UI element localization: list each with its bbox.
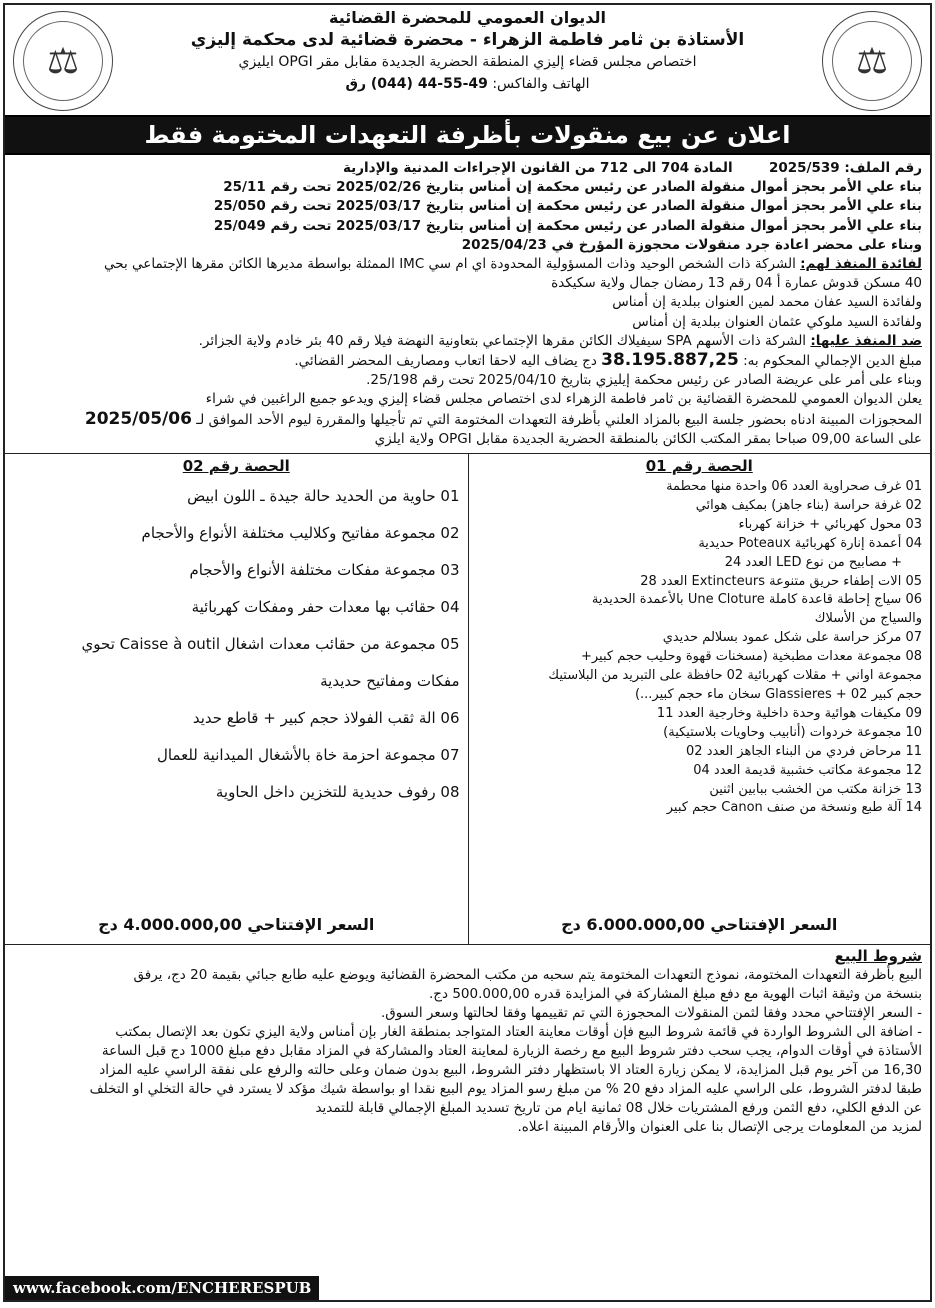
lot-2-item: 06 الة ثقب الفولاذ حجم كبير + قاطع حديد [192, 709, 460, 728]
lots-section [5, 453, 930, 945]
lot-2-title: الحصة رقم 02 [182, 457, 290, 476]
seizure-order: بناء علي الأمر بحجز أموال منقولة الصادر عن رئيس محكمة إن أمناس بتاريخ 2025/03/17 تحت رقم 25/049 [213, 217, 922, 234]
debtor-text: الشركة ذات الأسهم SPA سيفيلاك الكائن مقرها الإجتماعي بتعاونية النهضة فيلا رقم 40 بئر خادم ولاية الجزائر. [198, 332, 811, 349]
condition-line: بنسخة من وثيقة اثبات الهوية مع دفع مبلغ المشاركة في المزايدة قدره 500.000,00 دج. [429, 986, 922, 1003]
creditor-label: لفائدة المنفذ لهم: [800, 256, 922, 273]
lot-1 [468, 454, 931, 944]
bailiff-name: الأستاذة بن ثامر فاطمة الزهراء - محضرة قضائية لدى محكمة إليزي [190, 30, 745, 50]
petition-order: وبناء على أمر على عريضة الصادر عن رئيس محكمة إيليزي بتاريخ 2025/04/10 تحت رقم 25/198. [366, 372, 922, 389]
lot-1-item: 12 مجموعة مكاتب خشبية قديمة العدد 04 [693, 762, 922, 778]
creditor-third: ولفائدة السيد ملوكي عثمان العنوان ببلدية إن أمناس [632, 313, 922, 330]
justice-scales-logo-right [822, 11, 922, 111]
lot-2 [5, 454, 468, 944]
debtor-line [13, 332, 922, 351]
sale-date: 2025/05/06 [84, 408, 192, 429]
creditor-line [13, 255, 922, 274]
lot-2-item: 01 حاوية من الحديد حالة جيدة ـ اللون ابيض [187, 487, 460, 506]
condition-line: طبقا لدفتر الشروط، على الراسي عليه المزاد دفع 20 % من مبلغ رسو المزاد يوم البيع نقدا او بواسطة شيك مؤكد لا يسترد في حالة التخلي او التخلف [89, 1081, 922, 1098]
lot-1-item: 02 غرفة حراسة (بناء جاهز) بمكيف هوائي [695, 497, 922, 513]
price-label: السعر الإفتتاحي [710, 915, 838, 935]
seizure-order: بناء علي الأمر بحجز أموال منقولة الصادر عن رئيس محكمة إن أمناس بتاريخ 2025/02/26 تحت رقم 25/11 [223, 179, 922, 196]
lot-1-item: 04 أعمدة إنارة كهربائية Poteaux حديدية [698, 535, 922, 551]
law-reference: المادة 704 الى 712 من القانون الإجراءات المدنية والإدارية [343, 160, 733, 176]
justice-scales-logo-left [13, 11, 113, 111]
lot-2-item: مفكات ومفاتيح حديدية [320, 672, 460, 691]
announcement-text: المحجوزات المبينة ادناه بحضور جلسة البيع بالمزاد العلني بأظرفة التعهدات المختومة التي تم تأجيلها والمقررة ليوم الأحد الموافق لـ [196, 411, 922, 428]
condition-line: لمزيد من المعلومات يرجى الإتصال بنا على العنوان والأرقام المبينة اعلاه. [517, 1119, 922, 1136]
lot-1-item: 13 خزانة مكتب من الخشب ببابين اثنين [709, 781, 922, 797]
conditions-title: شروط البيع [834, 947, 922, 966]
file-ref-row [13, 159, 922, 178]
condition-line: - السعر الإفتتاحي محدد وفقا لثمن المنقولات المحجوزة التي تم تقييمها وفقا لحالتها وسعر السوق. [380, 1005, 922, 1022]
office-address: اختصاص مجلس قضاء إليزي المنطقة الحضرية الجديدة مقابل مقر OPGI ايليزي [238, 54, 697, 70]
office-name: الديوان العمومي للمحضرة القضائية [329, 8, 606, 27]
announcement-line: يعلن الديوان العمومي للمحضرة القضائية بن ثامر فاطمة الزهراء لدى اختصاص مجلس قضاء إليزي ويدعو جميع الراغبين في شراء [205, 391, 922, 408]
price-value: 4.000.000,00 دج [98, 915, 242, 935]
debtor-label: ضد المنفذ عليها: [810, 332, 922, 349]
announcement-line [13, 410, 922, 430]
condition-line: الأستاذة في أوقات الدوام، يجب سحب دفتر شروط البيع مع رخصة الزيارة لمعاينة العتاد والمشاركة في المزاد مقابل دفع مبلغ 1000 دج قبل الساعة [101, 1043, 922, 1060]
condition-line: البيع بأظرفة التعهدات المختومة، نموذج التعهدات المختومة يتم سحبه من مكتب المحضرة القضائية ويوضع عليه طابع جبائي بقيمة 20 دج، يرفق [133, 967, 922, 984]
lot-1-item: 10 مجموعة خردوات (أنابيب وحاويات بلاستيكية) [663, 724, 922, 740]
lot-2-item: 04 حقائب بها معدات حفر ومفكات كهربائية [191, 598, 460, 617]
notice-body [5, 155, 930, 449]
file-number: رقم الملف: 2025/539 [768, 160, 922, 176]
debt-prefix: مبلغ الدين الإجمالي المحكوم به: [738, 353, 922, 370]
price-value: 6.000.000,00 دج [561, 915, 705, 935]
condition-line: - اضافة الى الشروط الواردة في قائمة شروط البيع فإن أوقات معاينة العتاد المتواجد بمنطقة الغار بإن أمناس ولاية اليزي تكون بعد الإتصال بمكتب [115, 1024, 922, 1041]
announcement-line: على الساعة 09,00 صباحا بمقر المكتب الكائن بالمنطقة الحضرية الجديدة مقابل OPGI ولاية ايلزي [374, 430, 922, 447]
lot-2-item: 03 مجموعة مفكات مختلفة الأنواع والأحجام [189, 561, 460, 580]
lot-1-item: 08 مجموعة معدات مطبخية (مسخنات قهوة وحليب حجم كبير+ [580, 649, 922, 665]
lot-1-title: الحصة رقم 01 [645, 457, 753, 476]
notice-header [5, 5, 930, 115]
lot-1-item: 01 غرف صحراوية العدد 06 واحدة منها محطمة [666, 479, 922, 495]
lot-2-opening-price [5, 915, 468, 934]
phone-number: 49-55-44 (044) رق [345, 76, 488, 92]
creditor-address: 40 مسكن قدوش عمارة أ 04 رقم 13 رمضان جمال ولاية سكيكدة [551, 275, 922, 292]
price-label: السعر الإفتتاحي [247, 915, 375, 935]
inventory-report: وبناء على محضر اعادة جرد منقولات محجوزة المؤرخ في 2025/04/23 [461, 236, 922, 253]
lot-1-item: 14 آلة طبع ونسخة من صنف Canon حجم كبير [666, 800, 922, 816]
lot-2-item: 07 مجموعة احزمة خاة بالأشغال الميدانية للعمال [156, 746, 460, 765]
lot-1-item: مجموعة اواني + مقلات كهربائية 02 حافظة على التبريد من البلاستيك [548, 668, 922, 684]
lot-1-opening-price [469, 915, 931, 934]
debt-line [13, 351, 922, 371]
condition-line: 16,30 من آخر يوم قبل المزايدة، لا يمكن زيارة العتاد الا باستظهار دفتر الشروط، البيع بدون ضمان وعلى حالته والرفع على نفقة الراسي عليه المزاد [99, 1062, 922, 1079]
lot-1-item: والسياج من الأسلاك [814, 611, 922, 627]
lot-2-item: 02 مجموعة مفاتيح وكلاليب مختلفة الأنواع والأحجام [141, 524, 460, 543]
lot-1-item: 11 مرحاض فردي من البناء الجاهز العدد 02 [686, 743, 922, 759]
debt-amount: 38.195.887,25 [601, 350, 739, 371]
lot-2-item: 05 مجموعة من حقائب معدات اشغال Caisse à outil تحوي [81, 635, 460, 654]
phone-label: الهاتف والفاكس: [492, 76, 590, 92]
creditor-text: الشركة ذات الشخص الوحيد وذات المسؤولية المحدودة اي ام سي IMC الممثلة بواسطة مديرها الكائن مقرها الإجتماعي بحي [104, 256, 801, 273]
debt-suffix: دج يضاف اليه لاحقا اتعاب ومصاريف المحضر القضائي. [294, 353, 602, 370]
creditor-second: ولفائدة السيد عفان محمد لمين العنوان ببلدية إن أمناس [612, 294, 922, 311]
notice-banner-title: اعلان عن بيع منقولات بأظرفة التعهدات المختومة فقط [5, 115, 930, 155]
sale-conditions [5, 945, 930, 1137]
scales-icon: ⚖ [832, 21, 912, 101]
office-phone [5, 73, 930, 95]
lot-1-item: + مصابيح من نوع LED العدد 24 [724, 554, 902, 570]
lot-1-item: 05 الات إطفاء حريق متنوعة Extincteurs العدد 28 [640, 573, 922, 589]
legal-notice [3, 3, 932, 1302]
lot-1-item: 09 مكيفات هوائية وحدة داخلية وخارجية العدد 11 [656, 705, 922, 721]
scales-icon: ⚖ [23, 21, 103, 101]
lot-1-item: 07 مركز حراسة على شكل عمود بسلالم حديدي [662, 630, 922, 646]
lot-1-item: 03 محول كهربائي + خزانة كهرباء [738, 516, 922, 532]
lot-2-item: 08 رفوف حديدية للتخزين داخل الحاوية [215, 783, 460, 802]
facebook-url: www.facebook.com/ENCHERESPUB [5, 1276, 319, 1300]
condition-line: عن الدفع الكلي، دفع الثمن ورفع المشتريات خلال 08 ثمانية ايام من تاريخ تسديد المبلغ الإجمالي قابلة للتمديد [315, 1100, 922, 1117]
lot-1-item: 06 سياج إحاطة قاعدة كاملة Une Cloture بالأعمدة الحديدية [591, 592, 922, 608]
seizure-order: بناء علي الأمر بحجز أموال منقولة الصادر عن رئيس محكمة إن أمناس بتاريخ 2025/03/17 تحت رقم 25/050 [213, 198, 922, 215]
lot-1-item: حجم كبير 02 + Glassieres سخان ماء حجم كبير...) [634, 687, 922, 703]
